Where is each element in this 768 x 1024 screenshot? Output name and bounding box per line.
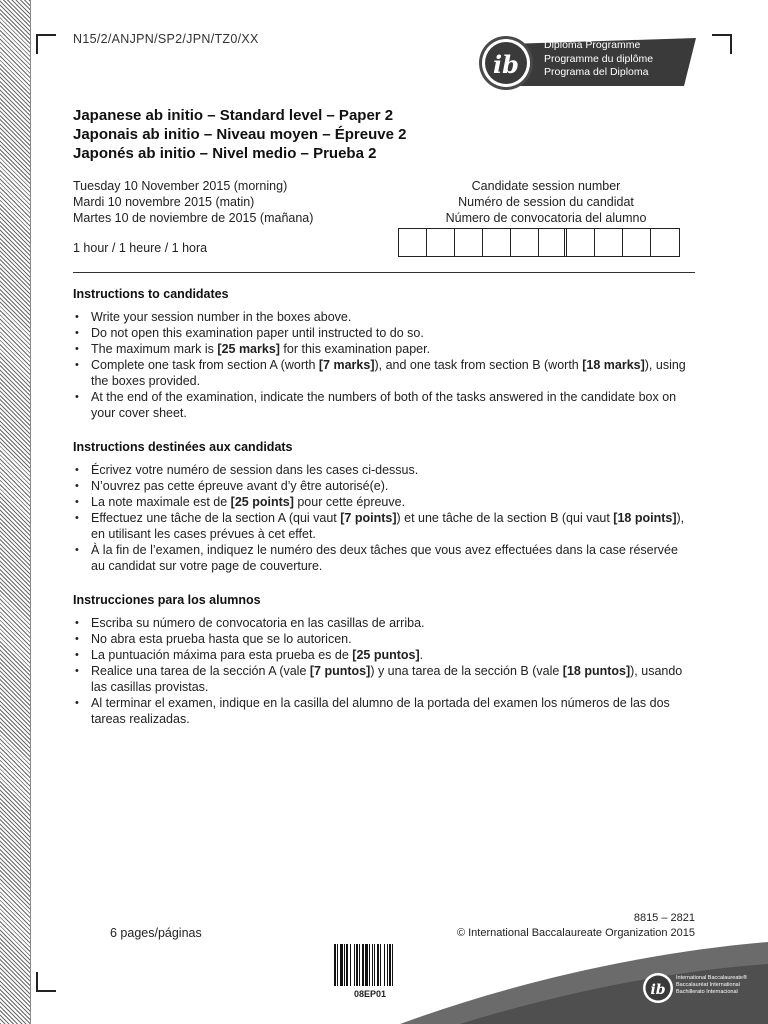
barcode-icon [334, 944, 406, 986]
barcode-bar [384, 944, 385, 986]
copyright-notice: © International Baccalaureate Organization 2015 [456, 927, 695, 939]
instruction-item: • Do not open this examination paper until instructed to do so. [73, 325, 693, 341]
barcode-bar [354, 944, 355, 986]
session-digit-box[interactable] [539, 229, 567, 256]
exam-duration: 1 hour / 1 heure / 1 hora [73, 241, 208, 255]
instruction-item: • Write your session number in the boxes above. [73, 309, 693, 325]
session-label-fr: Numéro de session du candidat [458, 195, 634, 209]
svg-text:ib: ib [650, 982, 666, 998]
date-fr: Mardi 10 novembre 2015 (matin) [73, 195, 255, 209]
barcode-bar [340, 944, 343, 986]
instruction-item: • At the end of the examination, indicate the numbers of both of the tasks answered in the candidate box on your cover sheet. [73, 389, 693, 421]
barcode-bar [387, 944, 388, 986]
footer-logo-line-3: Bachillerato Internacional [676, 989, 738, 995]
session-digit-box[interactable] [455, 229, 483, 256]
instruction-item: • Complete one task from section A (worth [7 marks]), and one task from section B (worth [18 marks]), using the boxes provided. [73, 357, 693, 389]
instruction-item: • La note maximale est de [25 points] pour cette épreuve. [73, 494, 693, 510]
title-fr: Japonais ab initio – Niveau moyen – Épreuve 2 [73, 126, 407, 143]
corner-mark-top-left [36, 34, 56, 54]
barcode-label: 08EP01 [353, 989, 387, 999]
barcode-bar [374, 944, 375, 986]
instructions-heading-en: Instructions to candidates [73, 287, 229, 301]
barcode-bar [359, 944, 360, 986]
barcode-bar [350, 944, 351, 986]
session-digit-box[interactable] [567, 229, 595, 256]
paper-code: N15/2/ANJPN/SP2/JPN/TZ0/XX [73, 32, 259, 46]
barcode-bar [380, 944, 381, 986]
barcode-bar [337, 944, 338, 986]
barcode-bar [334, 944, 336, 986]
footer-logo-line-2: Baccalauréat International [676, 982, 740, 988]
date-es: Martes 10 de noviembre de 2015 (mañana) [73, 211, 314, 225]
instructions-french [73, 440, 693, 574]
instruction-item: • La puntuación máxima para esta prueba es de [25 puntos]. [73, 647, 693, 663]
barcode-bar [377, 944, 379, 986]
session-number-labels [398, 178, 694, 226]
programme-line-en: Diploma Programme [544, 39, 641, 51]
corner-mark-bottom-left [36, 972, 56, 992]
footer-logo-line-1: International Baccalaureate® [676, 975, 748, 981]
instruction-item: • Escriba su número de convocatoria en las casillas de arriba. [73, 615, 693, 631]
ib-programme-banner [478, 36, 696, 90]
paper-titles [73, 106, 406, 163]
footer-logo-text [676, 975, 747, 996]
session-digit-box[interactable] [427, 229, 455, 256]
session-digit-box[interactable] [511, 229, 539, 256]
barcode-bar [356, 944, 358, 986]
programme-line-es: Programa del Diploma [544, 66, 649, 78]
instruction-item: • Effectuez une tâche de la section A (qui vaut [7 points]) et une tâche de la section B (qui vaut [18 points]), en utilisant les cases prévues à cet effet. [73, 510, 693, 542]
session-number-boxes[interactable] [398, 228, 680, 257]
barcode-bar [344, 944, 345, 986]
binding-edge-hatch [0, 0, 31, 1024]
instruction-item: • À la fin de l’examen, indiquez le numéro des deux tâches que vous avez effectuées dans la case réservée au candidat sur votre page de couverture. [73, 542, 693, 574]
instructions-list-fr [73, 462, 693, 574]
instruction-item: • Al terminar el examen, indique en la casilla del alumno de la portada del examen los números de las dos tareas realizadas. [73, 695, 693, 727]
session-digit-box[interactable] [595, 229, 623, 256]
svg-text:ib: ib [493, 50, 519, 79]
instructions-heading-fr: Instructions destinées aux candidats [73, 440, 293, 454]
programme-line-fr: Programme du diplôme [544, 52, 654, 65]
instructions-heading-es: Instrucciones para los alumnos [73, 593, 261, 607]
barcode-bar [365, 944, 368, 986]
ib-footer-logo-icon [642, 972, 674, 1004]
instructions-list-es [73, 615, 693, 727]
session-digit-box[interactable] [623, 229, 651, 256]
barcode-bar [369, 944, 370, 986]
corner-mark-top-right [712, 34, 732, 54]
instruction-item: • Écrivez votre numéro de session dans les cases ci-dessus. [73, 462, 693, 478]
instruction-item: • N’ouvrez pas cette épreuve avant d’y être autorisé(e). [73, 478, 693, 494]
barcode-bar [372, 944, 373, 986]
document-number: 8815 – 2821 [633, 912, 695, 924]
instruction-item: • No abra esta prueba hasta que se lo autoricen. [73, 631, 693, 647]
title-es: Japonés ab initio – Nivel medio – Prueba 2 [73, 145, 377, 162]
instructions-spanish [73, 593, 693, 727]
barcode-bar [389, 944, 391, 986]
barcode-bar [346, 944, 348, 986]
instructions-list-en [73, 309, 693, 421]
session-label-es: Número de convocatoria del alumno [445, 211, 647, 225]
exam-dates [73, 178, 313, 226]
session-label-en: Candidate session number [471, 179, 621, 193]
title-en: Japanese ab initio – Standard level – Paper 2 [73, 107, 394, 124]
page-count: 6 pages/páginas [110, 926, 202, 940]
date-en: Tuesday 10 November 2015 (morning) [73, 179, 288, 193]
instruction-item: • The maximum mark is [25 marks] for this examination paper. [73, 341, 693, 357]
barcode-bar [392, 944, 393, 986]
session-digit-box[interactable] [399, 229, 427, 256]
header-divider [73, 272, 695, 273]
barcode-bar [362, 944, 364, 986]
instructions-english [73, 287, 693, 421]
instruction-item: • Realice una tarea de la sección A (vale [7 puntos]) y una tarea de la sección B (vale [18 puntos]), usando las casillas provistas. [73, 663, 693, 695]
session-digit-box[interactable] [651, 229, 679, 256]
session-digit-box[interactable] [483, 229, 511, 256]
